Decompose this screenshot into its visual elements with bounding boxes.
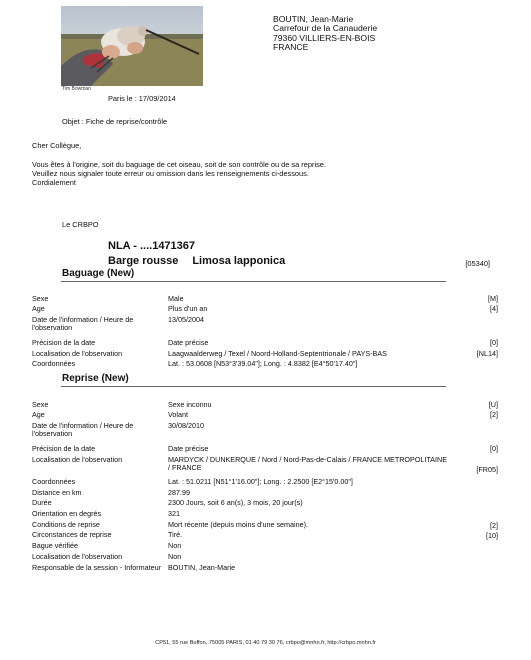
- ring-number: NLA - ....1471367: [108, 240, 196, 252]
- row-label: Sexe: [32, 400, 49, 409]
- row-code: [2]: [490, 521, 498, 530]
- row-value: Lat. : 51.0211 [N51°1'16.00"]; Long. : 2.2500 [E2°15'0.00"]: [168, 477, 353, 486]
- row-code: [4]: [490, 304, 498, 313]
- salutation: Cher Collègue,: [32, 141, 82, 150]
- letter-closing: Cordialement: [32, 178, 76, 188]
- row-label: Localisation de l'observation: [32, 349, 123, 358]
- row-label: Sexe: [32, 294, 49, 303]
- row-label: Age: [32, 304, 45, 313]
- row-value: Date précise: [168, 444, 209, 453]
- row-value: Non: [168, 541, 182, 550]
- letter-paragraph-2: Veuillez nous signaler toute erreur ou omission dans les renseignements ci-dessous.: [32, 169, 309, 179]
- row-code: [0]: [490, 338, 498, 347]
- row-label: Distance en km: [32, 488, 82, 497]
- row-value: MARDYCK / DUNKERQUE / Nord / Nord-Pas-de-Calais / FRANCE METROPOLITAINE / FRANCE: [168, 455, 448, 473]
- bird-photo-illustration: [61, 6, 203, 86]
- footer-contact: CP51, 55 rue Buffon, 75005 PARIS, 01 40 79 30 76, crbpo@mnhn.fr, http://crbpo.mnhn.fr: [155, 640, 376, 646]
- row-value: Lat. : 53.0608 [N53°3'39.04"]; Long. : 4.8382 [E4°50'17.40"]: [168, 359, 358, 368]
- row-value: Laagwaalderweg / Texel / Noord-Holland-Septentrionale / PAYS-BAS: [168, 349, 387, 358]
- row-label: Date de l'information / Heure de l'observation: [32, 315, 134, 333]
- baguage-divider: [61, 281, 446, 282]
- row-value: Mort récente (depuis moins d'une semaine).: [168, 520, 308, 529]
- row-label: Age: [32, 410, 45, 419]
- row-value: 30/08/2010: [168, 421, 204, 430]
- letter-subject: Objet : Fiche de reprise/contrôle: [62, 117, 168, 126]
- address-line-1: Carrefour de la Canauderie: [273, 23, 378, 34]
- row-code: [M]: [488, 294, 498, 303]
- species-code: [05340]: [465, 259, 490, 268]
- reprise-title: Reprise (New): [62, 373, 129, 384]
- photo-credit: Tim Bowman: [62, 86, 91, 92]
- row-label: Localisation de l'observation: [32, 455, 123, 464]
- row-code: [2]: [490, 410, 498, 419]
- row-label: Circonstances de reprise: [32, 530, 112, 539]
- bird-photo: [61, 6, 203, 86]
- row-code: [U]: [488, 400, 498, 409]
- row-label: Localisation de l'observation: [32, 552, 123, 561]
- row-value: Plus d'un an: [168, 304, 208, 313]
- row-label: Bague vérifiée: [32, 541, 78, 550]
- row-label: Coordonnées: [32, 477, 76, 486]
- row-code: [FR05]: [476, 465, 498, 474]
- reprise-divider: [61, 386, 446, 387]
- row-value: 2300 Jours, soit 6 an(s), 3 mois, 20 jour(s): [168, 498, 303, 507]
- row-label: Coordonnées: [32, 359, 76, 368]
- row-label: Précision de la date: [32, 444, 96, 453]
- row-value: Sexe inconnu: [168, 400, 212, 409]
- row-value: Non: [168, 552, 182, 561]
- row-code: [0]: [490, 444, 498, 453]
- row-value: Volant: [168, 410, 188, 419]
- letter-paragraph-1: Vous êtes à l'origine, soit du baguage de cet oiseau, soit de son contrôle ou de sa reprise.: [32, 160, 326, 169]
- row-label: Orientation en degrés: [32, 509, 102, 518]
- row-value: BOUTIN, Jean-Marie: [168, 563, 236, 572]
- row-label: Précision de la date: [32, 338, 96, 347]
- address-country: FRANCE: [273, 42, 309, 53]
- row-value: Date précise: [168, 338, 209, 347]
- letter-body: [32, 160, 502, 188]
- row-value: 13/05/2004: [168, 315, 204, 324]
- signature: Le CRBPO: [62, 220, 99, 229]
- species-name: [108, 255, 285, 267]
- row-value: 287.99: [168, 488, 190, 497]
- row-value: Tiré.: [168, 530, 183, 539]
- latin-name: Limosa lapponica: [192, 255, 286, 267]
- baguage-title: Baguage (New): [62, 268, 135, 279]
- row-code: [NL14]: [476, 349, 498, 358]
- row-label: Durée: [32, 498, 52, 507]
- address-line-2: 79360 VILLIERS-EN-BOIS: [273, 32, 376, 43]
- recipient-name: BOUTIN, Jean-Marie: [273, 14, 354, 24]
- place-date: Paris le : 17/09/2014: [108, 94, 176, 103]
- row-label: Responsable de la session - Informateur: [32, 563, 162, 572]
- common-name: Barge rousse: [108, 255, 179, 267]
- row-value: Male: [168, 294, 184, 303]
- row-label: Conditions de reprise: [32, 520, 100, 529]
- row-code: [10]: [486, 531, 498, 540]
- recipient-address: [273, 15, 377, 53]
- row-label: Date de l'information / Heure de l'observation: [32, 421, 134, 439]
- row-value: 321: [168, 509, 180, 518]
